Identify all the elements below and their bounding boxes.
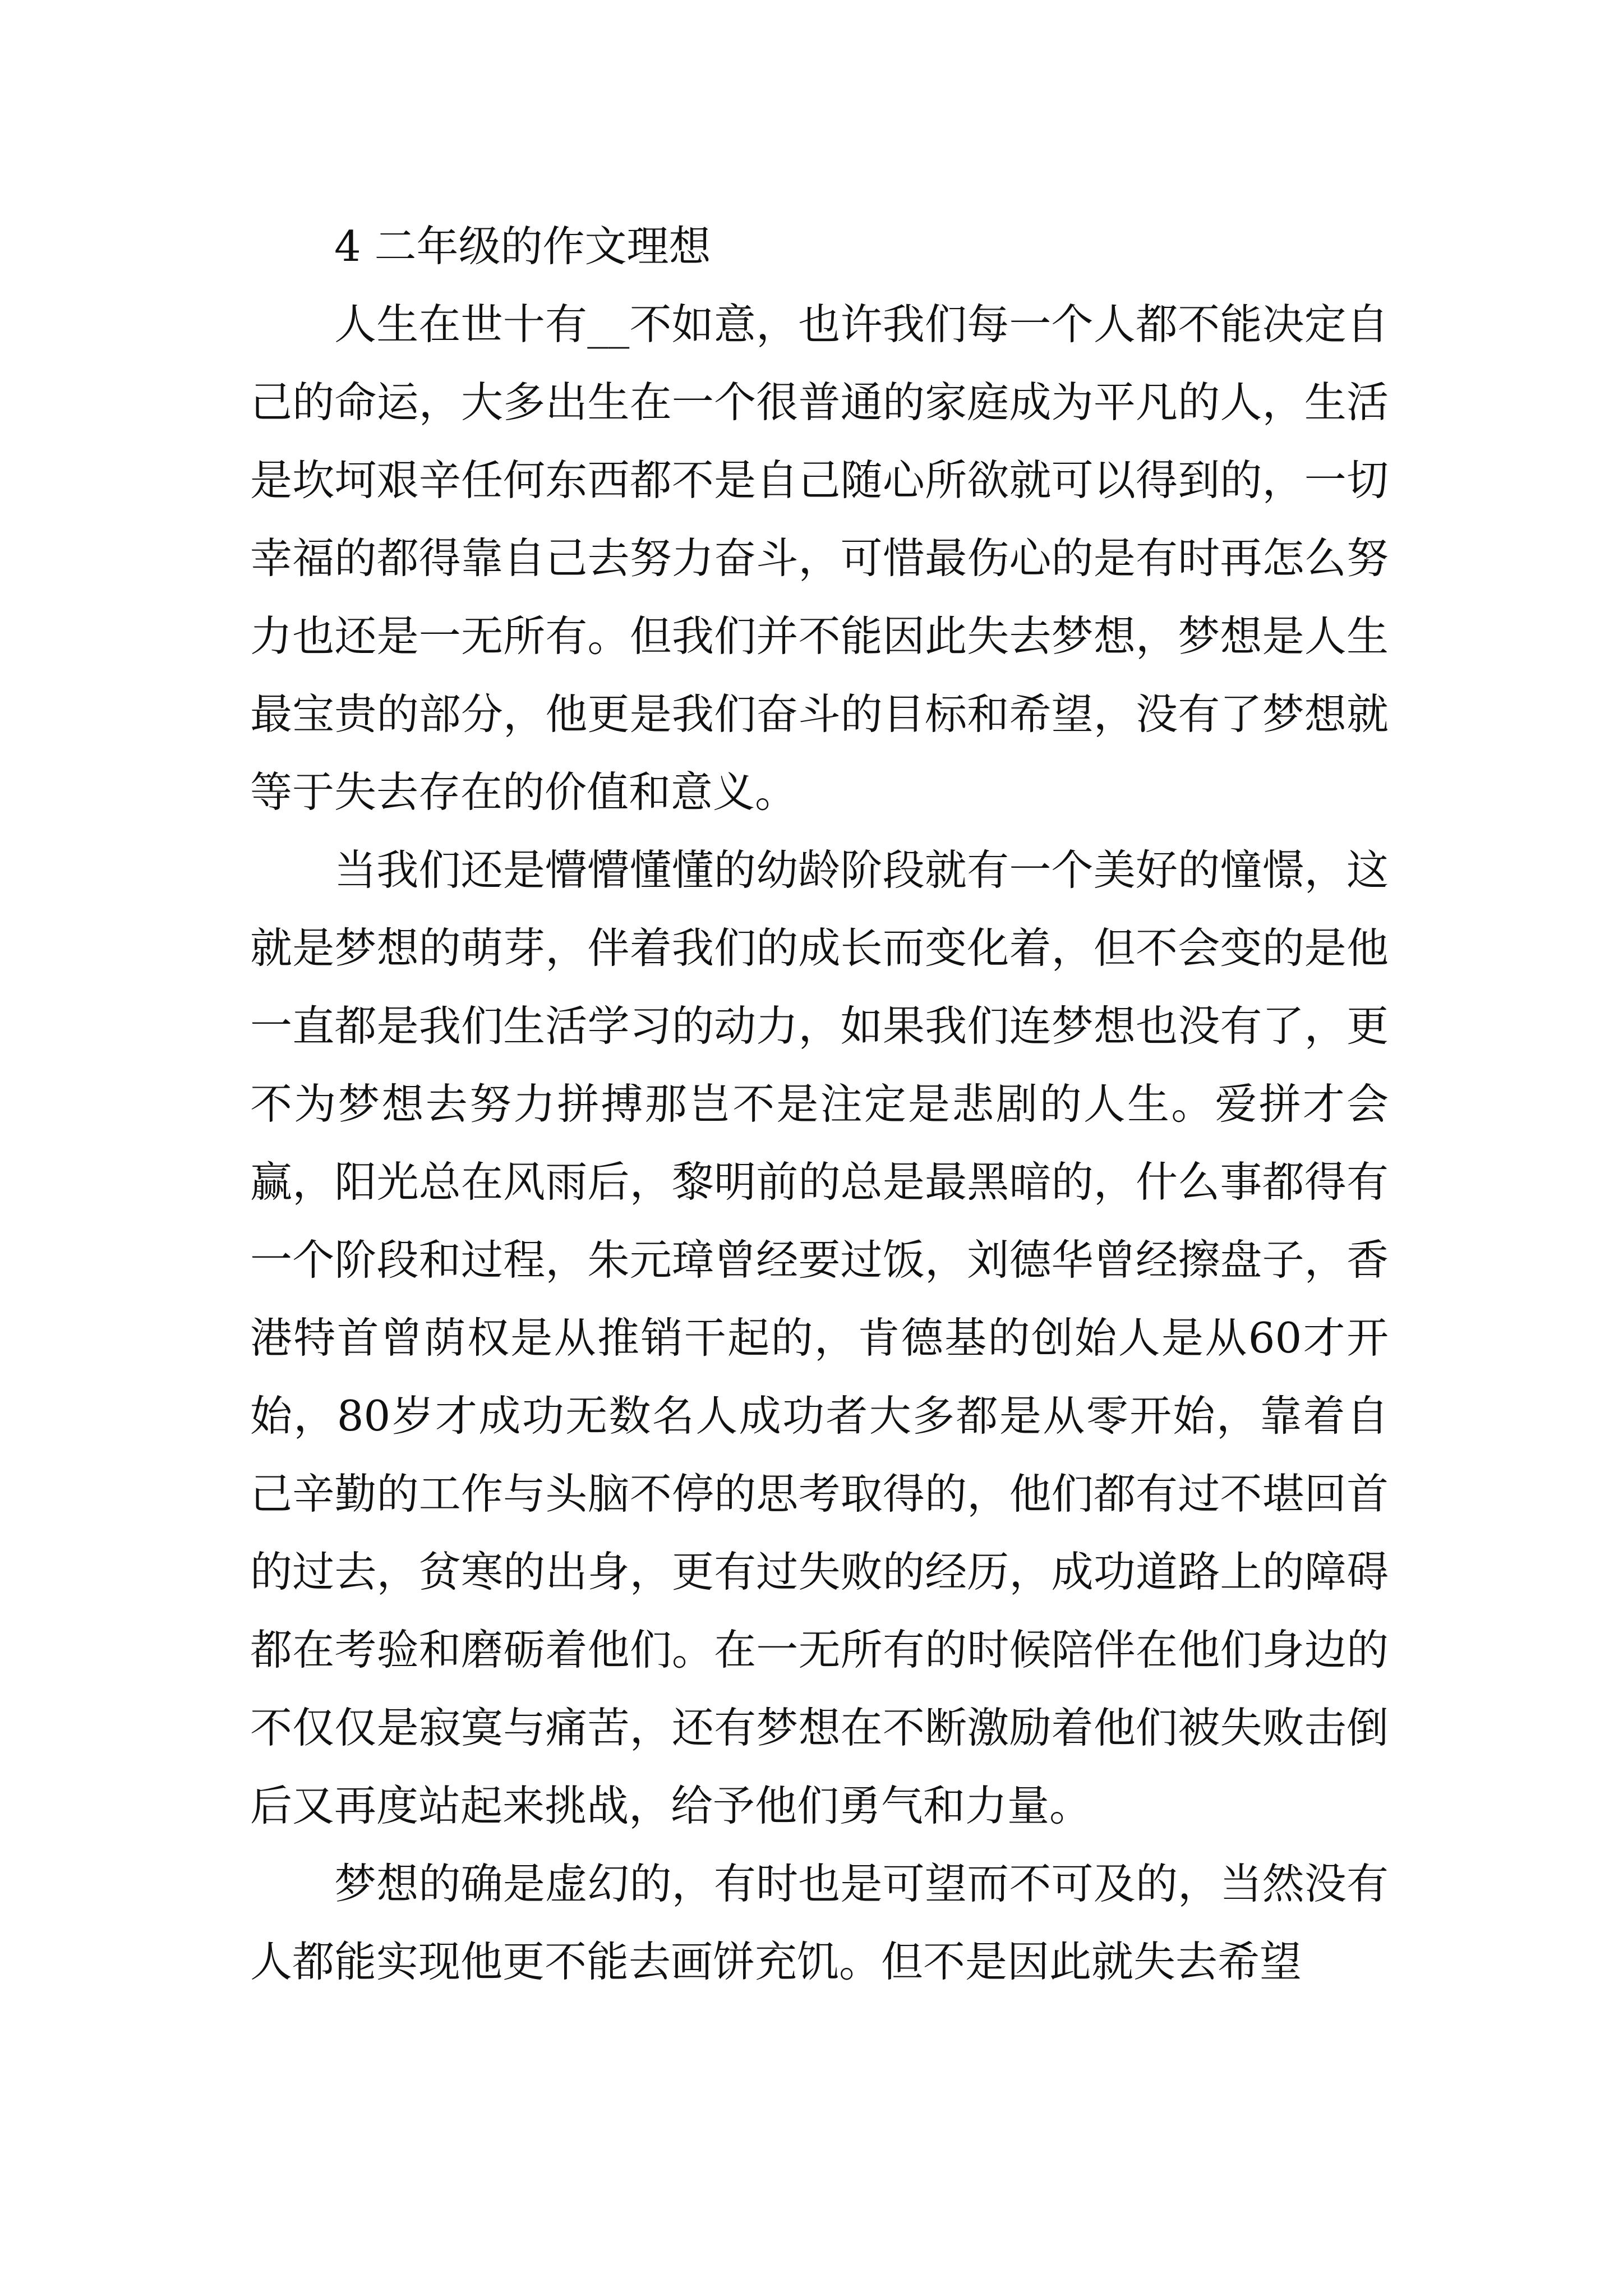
document-body [250, 208, 1389, 2001]
paragraph-3: 梦想的确是虚幻的，有时也是可望而不可及的，当然没有人都能实现他更不能去画饼充饥。但不是因此就失去希望 [250, 1859, 1389, 1986]
paragraph-1: 人生在世十有__不如意，也许我们每一个人都不能决定自己的命运，大多出生在一个很普通的家庭成为平凡的人，生活是坎坷艰辛任何东西都不是自己随心所欲就可以得到的，一切幸福的都得靠自己去努力奋斗，可惜最伤心的是有时再怎么努力也还是一无所有。但我们并不能因此失去梦想，梦想是人生最宝贵的部分，他更是我们奋斗的目标和希望，没有了梦想就等于失去存在的价值和意义。 [250, 300, 1389, 817]
paragraph-2: 当我们还是懵懵懂懂的幼龄阶段就有一个美好的憧憬，这就是梦想的萌芽，伴着我们的成长而变化着，但不会变的是他一直都是我们生活学习的动力，如果我们连梦想也没有了，更不为梦想去努力拼搏那岂不是注定是悲剧的人生。爱拼才会赢，阳光总在风雨后，黎明前的总是最黑暗的，什么事都得有一个阶段和过程，朱元璋曾经要过饭，刘德华曾经擦盘子，香港特首曾荫权是从推销干起的，肯德基的创始人是从60才开始，80岁才成功无数名人成功者大多都是从零开始，靠着自己辛勤的工作与头脑不停的思考取得的，他们都有过不堪回首的过去，贫寒的出身，更有过失败的经历，成功道路上的障碍都在考验和磨砺着他们。在一无所有的时候陪伴在他们身边的不仅仅是寂寞与痛苦，还有梦想在不断激励着他们被失败击倒后又再度站起来挑战，给予他们勇气和力量。 [250, 845, 1389, 1830]
document-title: 4 二年级的作文理想 [334, 222, 711, 271]
